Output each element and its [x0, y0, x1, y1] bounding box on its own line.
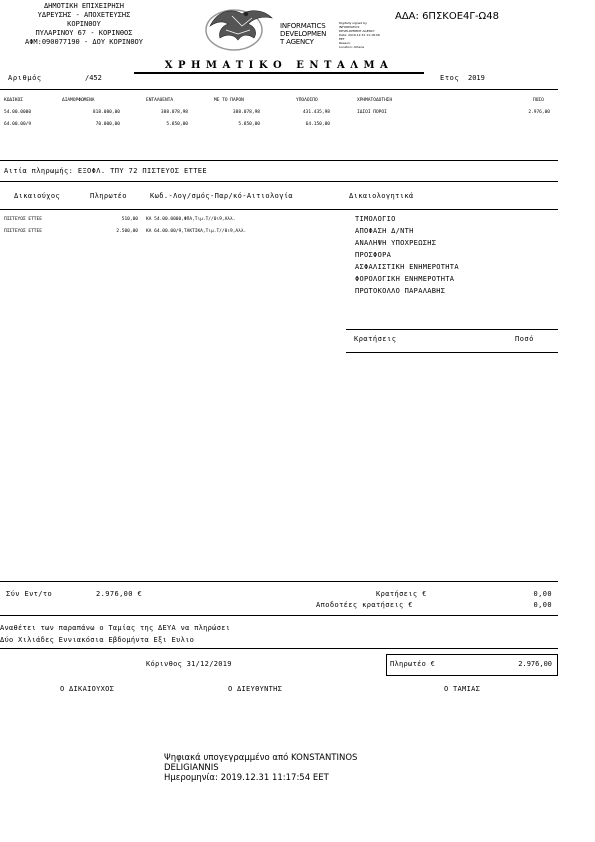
budget-col-formed: ΔΙΑΜΟΡΦΩΜΕΝΑ — [62, 98, 95, 103]
year-label: Ετος — [440, 74, 460, 82]
list-item: ΑΝΑΛΗΨΗ ΥΠΟΧΡΕΩΣΗΣ — [355, 239, 437, 247]
divider — [0, 89, 558, 90]
signature-beneficiary: Ο ΔΙΚΑΙΟΥΧΟΣ — [60, 685, 115, 693]
divider — [0, 581, 558, 582]
list-item: ΤΙΜΟΛΟΓΙΟ — [355, 215, 396, 223]
col-beneficiary: Δικαιούχος — [14, 192, 61, 200]
divider — [0, 648, 558, 649]
deductions-total-value: 0,00 — [533, 590, 552, 598]
payment-order-text: Αναθέτει των παραπάνω ο Ταμίας της ΔΕΥΑ να πληρώσει — [0, 624, 231, 632]
number-value: /452 — [85, 74, 102, 82]
budget-col-amount: ΠΟΣΟ — [533, 98, 544, 103]
divider — [0, 209, 558, 210]
beneficiary-amount: 2.500,00 — [116, 229, 138, 234]
year-value: 2019 — [468, 74, 485, 82]
page-title: ΧΡΗΜΑΤΙΚΟ ΕΝΤΑΛΜΑ — [164, 60, 394, 71]
total-label: Σύν Εντ/το — [6, 590, 53, 598]
col-description: Κωδ.-Λογ/σμός-Παρ/κό-Αιτιολογία — [150, 192, 294, 200]
org-line-5: ΑΦΜ:090077190 - ΔΟΥ ΚΟΡΙΝΘΟΥ — [24, 38, 143, 46]
amount-in-words: Δύο Χιλιάδες Εννιακόσια Εβδομήντα Εξι Ευλιο — [0, 636, 195, 644]
digital-signature-line-2: DELIGIANNIS — [164, 763, 219, 773]
col-payable: Πληρωτέο — [90, 192, 127, 200]
title-underline — [134, 72, 424, 74]
org-line-2: ΥΔΡΕΥΣΗΣ - ΑΠΟΧΕΤΕΥΣΗΣ — [37, 11, 131, 19]
list-item: ΑΣΦΑΛΙΣΤΙΚΗ ΕΝΗΜΕΡΟΤΗΤΑ — [355, 263, 459, 271]
divider — [346, 352, 558, 353]
place-date: Κόρινθος 31/12/2019 — [146, 660, 232, 668]
payment-reason: Αιτία πληρωμής: ΕΞΟΦΛ. ΤΠΥ 72 ΠΙΣΤΕΥΟΣ ΕΤΤΕΕ — [4, 167, 208, 175]
beneficiary-desc: ΚΑ 64.00.00/9,ΤΑΚΤΙΚΑ,Τιμ.Τ//0ι9,Αλλ. — [146, 229, 247, 234]
beneficiary-name: ΠΙΣΤΕΥΟΣ ΕΤΤΕΕ — [4, 217, 42, 222]
deductions-amount-label: Ποσό — [515, 335, 534, 343]
deductions-total-label: Κρατήσεις € — [376, 590, 427, 598]
payable-deductions-value: 0,00 — [533, 601, 552, 609]
list-item: ΦΟΡΟΛΟΓΙΚΗ ΕΝΗΜΕΡΟΤΗΤΑ — [355, 275, 455, 283]
ada-code: ΑΔΑ: 6ΠΣΚΟΕ4Γ-Ω48 — [395, 11, 499, 22]
payable-value: 2.976,00 — [518, 660, 552, 668]
budget-col-current: ΜΕ ΤΟ ΠΑΡΟΝ — [214, 98, 244, 103]
beneficiary-name: ΠΙΣΤΕΥΟΣ ΕΤΤΕΕ — [4, 229, 42, 234]
budget-col-funding: ΧΡΗΜΑΤΟΔΟΤΗΣΗ — [357, 98, 393, 103]
signature-director: Ο ΔΙΕΥΘΥΝΤΗΣ — [228, 685, 283, 693]
total-value: 2.976,00 € — [96, 590, 143, 598]
deductions-label: Κρατήσεις — [354, 335, 397, 343]
logo-text-1: INFORMATICS — [280, 22, 326, 30]
divider — [0, 160, 558, 161]
list-item: ΠΡΟΣΦΟΡΑ — [355, 251, 392, 259]
list-item: ΠΡΩΤΟΚΟΛΛΟ ΠΑΡΑΛΑΒΗΣ — [355, 287, 446, 295]
digital-signature-line-3: Ημερομηνία: 2019.12.31 11:17:54 EET — [164, 773, 329, 783]
org-line-3: ΚΟΡΙΝΘΟΥ — [67, 20, 101, 28]
logo-text-3: T AGENCY — [280, 38, 314, 46]
org-line-4: ΠΥΛΑΡΙΝΟΥ 67 - ΚΟΡΙΝΘΟΣ — [35, 29, 133, 37]
logo-text-2: DEVELOPMEN — [280, 30, 327, 38]
payable-label: Πληρωτέο € — [390, 660, 436, 668]
budget-col-balance: ΥΠΟΛΟΙΠΟ — [296, 98, 318, 103]
divider — [0, 181, 558, 182]
signature-cashier: Ο ΤΑΜΙΑΣ — [444, 685, 481, 693]
list-item: ΑΠΟΦΑΣΗ Δ/ΝΤΗ — [355, 227, 414, 235]
payable-deductions-label: Αποδοτέες κρατήσεις € — [316, 601, 413, 609]
eagle-logo-icon — [202, 4, 280, 52]
budget-col-code: ΚΩΔΙΚΟΣ — [4, 98, 23, 103]
col-documents: Δικαιολογητικά — [349, 192, 414, 200]
beneficiary-desc: ΚΑ 54.00.0000,ΦΠΑ,Τιμ.Τ//0ι9,Αλλ. — [146, 217, 236, 222]
org-line-1: ΔΗΜΟΤΙΚΗ ΕΠΙΧΕΙΡΗΣΗ — [43, 2, 125, 10]
divider — [0, 615, 558, 616]
beneficiary-amount: 510,00 — [121, 217, 138, 222]
digital-signature-line-1: Ψηφιακά υπογεγραμμένο από KONSTANTINOS — [164, 753, 358, 763]
divider — [346, 329, 558, 330]
number-label: Αριθμός — [8, 74, 42, 82]
budget-col-entalthenta: ΕΝΤΑΛΘΕΝΤΑ — [146, 98, 174, 103]
